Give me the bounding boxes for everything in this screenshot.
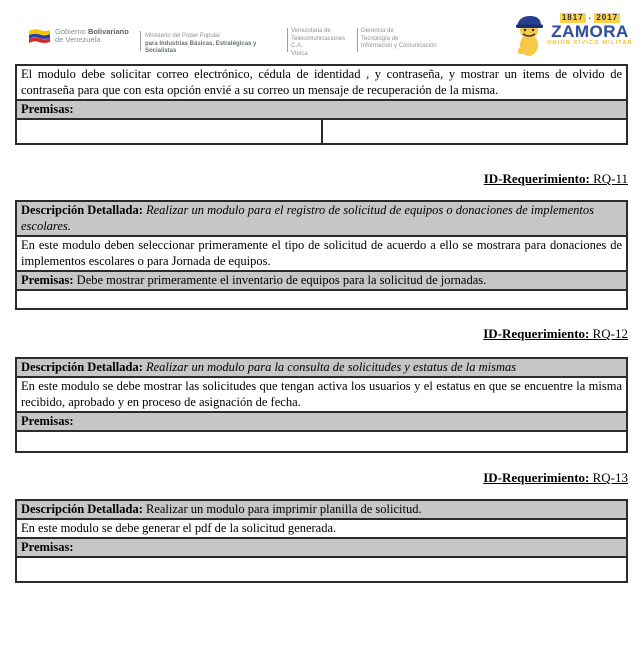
table-row <box>16 358 627 377</box>
document-header <box>0 0 641 62</box>
description-header-cell: Descripción Detallada: Realizar un modulo para el registro de solicitud de equipos o donaciones de implementos escolares. <box>16 201 627 236</box>
table-row <box>16 519 627 538</box>
description-body-cell: En este modulo se debe generar el pdf de la solicitud generada. <box>16 519 627 538</box>
requirement-id-value: RQ-12 <box>592 326 628 341</box>
zamora-name: ZAMORA <box>551 22 629 41</box>
id-requirement-line-rq13: ID-Requerimiento: RQ-13 <box>483 470 628 485</box>
intro-premises-value-cell-right <box>322 119 628 144</box>
premises-header-cell: Premisas: <box>16 538 627 557</box>
table-row <box>16 557 627 582</box>
gerencia-text: Gerencia de Tecnología de Información y Comunicación <box>361 28 437 49</box>
premises-value-cell <box>16 431 627 452</box>
table-row <box>16 271 627 290</box>
requirement-table-rq12 <box>15 357 628 453</box>
intro-premises-header-cell: Premisas: <box>16 100 627 119</box>
table-row <box>16 377 627 412</box>
premises-header-cell: Premisas: <box>16 412 627 431</box>
government-logo <box>27 27 129 45</box>
table-row <box>16 236 627 271</box>
header-divider <box>287 28 288 52</box>
government-logo-text: Gobierno Bolivariano de Venezuela <box>55 26 129 44</box>
zamora-character-icon <box>512 12 546 58</box>
requirement-id-value: RQ-11 <box>593 171 628 186</box>
description-body-cell: En este modulo se debe mostrar las solicitudes que tengan activa los usuarios y el estatus en que se encuentre la misma recibido, aprobado y en proceso de asignación de fecha. <box>16 377 627 412</box>
table-row <box>16 500 627 519</box>
description-header-cell: Descripción Detallada: Realizar un modulo para la consulta de solicitudes y estatus de la mismas <box>16 358 627 377</box>
intro-description-cell: El modulo debe solicitar correo electrónico, cédula de identidad , y contraseña, y mostrar un items de olvido de contraseña para que con esta opción envié a su correo un mensaje de recuperación de la misma. <box>16 65 627 100</box>
intro-premises-value-cell-left <box>16 119 322 144</box>
requirement-table-rq13 <box>15 499 628 583</box>
zamora-subtitle: UNIÓN CÍVICO MILITAR <box>547 40 633 46</box>
id-requirement-line-rq11: ID-Requerimiento: RQ-11 <box>483 171 628 186</box>
table-row <box>16 119 627 144</box>
vtelca-text: Venezolana de Telecomunicaciones C.A. Vtelca <box>291 28 346 57</box>
intro-requirement-table <box>15 64 628 145</box>
header-divider <box>357 28 358 52</box>
zamora-logo <box>512 10 634 58</box>
premises-value-cell <box>16 557 627 582</box>
venezuela-flag-icon <box>27 27 51 45</box>
requirement-id-value: RQ-13 <box>592 470 628 485</box>
description-header-cell: Descripción Detallada: Realizar un modulo para imprimir planilla de solicitud. <box>16 500 627 519</box>
premises-header-cell: Premisas: Debe mostrar primeramente el inventario de equipos para la solicitud de jornadas. <box>16 271 627 290</box>
id-requirement-line-rq12: ID-Requerimiento: RQ-12 <box>483 326 628 341</box>
table-row <box>16 431 627 452</box>
table-row <box>16 290 627 309</box>
description-body-cell: En este modulo deben seleccionar primeramente el tipo de solicitud de acuerdo a ello se mostrara para donaciones de implementos escolares o para Jornada de equipos. <box>16 236 627 271</box>
zamora-years: 1817 · 2017 <box>561 13 619 23</box>
requirement-table-rq11 <box>15 200 628 310</box>
header-divider <box>140 31 141 51</box>
zamora-logo-text <box>546 13 634 47</box>
premises-value-cell <box>16 290 627 309</box>
table-row <box>16 412 627 431</box>
table-row <box>16 201 627 236</box>
table-row <box>16 538 627 557</box>
table-row <box>16 100 627 119</box>
table-row <box>16 65 627 100</box>
ministry-text: Ministerio del Poder Popular para Industrias Básicas, Estratégicas y Socialistas <box>145 33 257 54</box>
